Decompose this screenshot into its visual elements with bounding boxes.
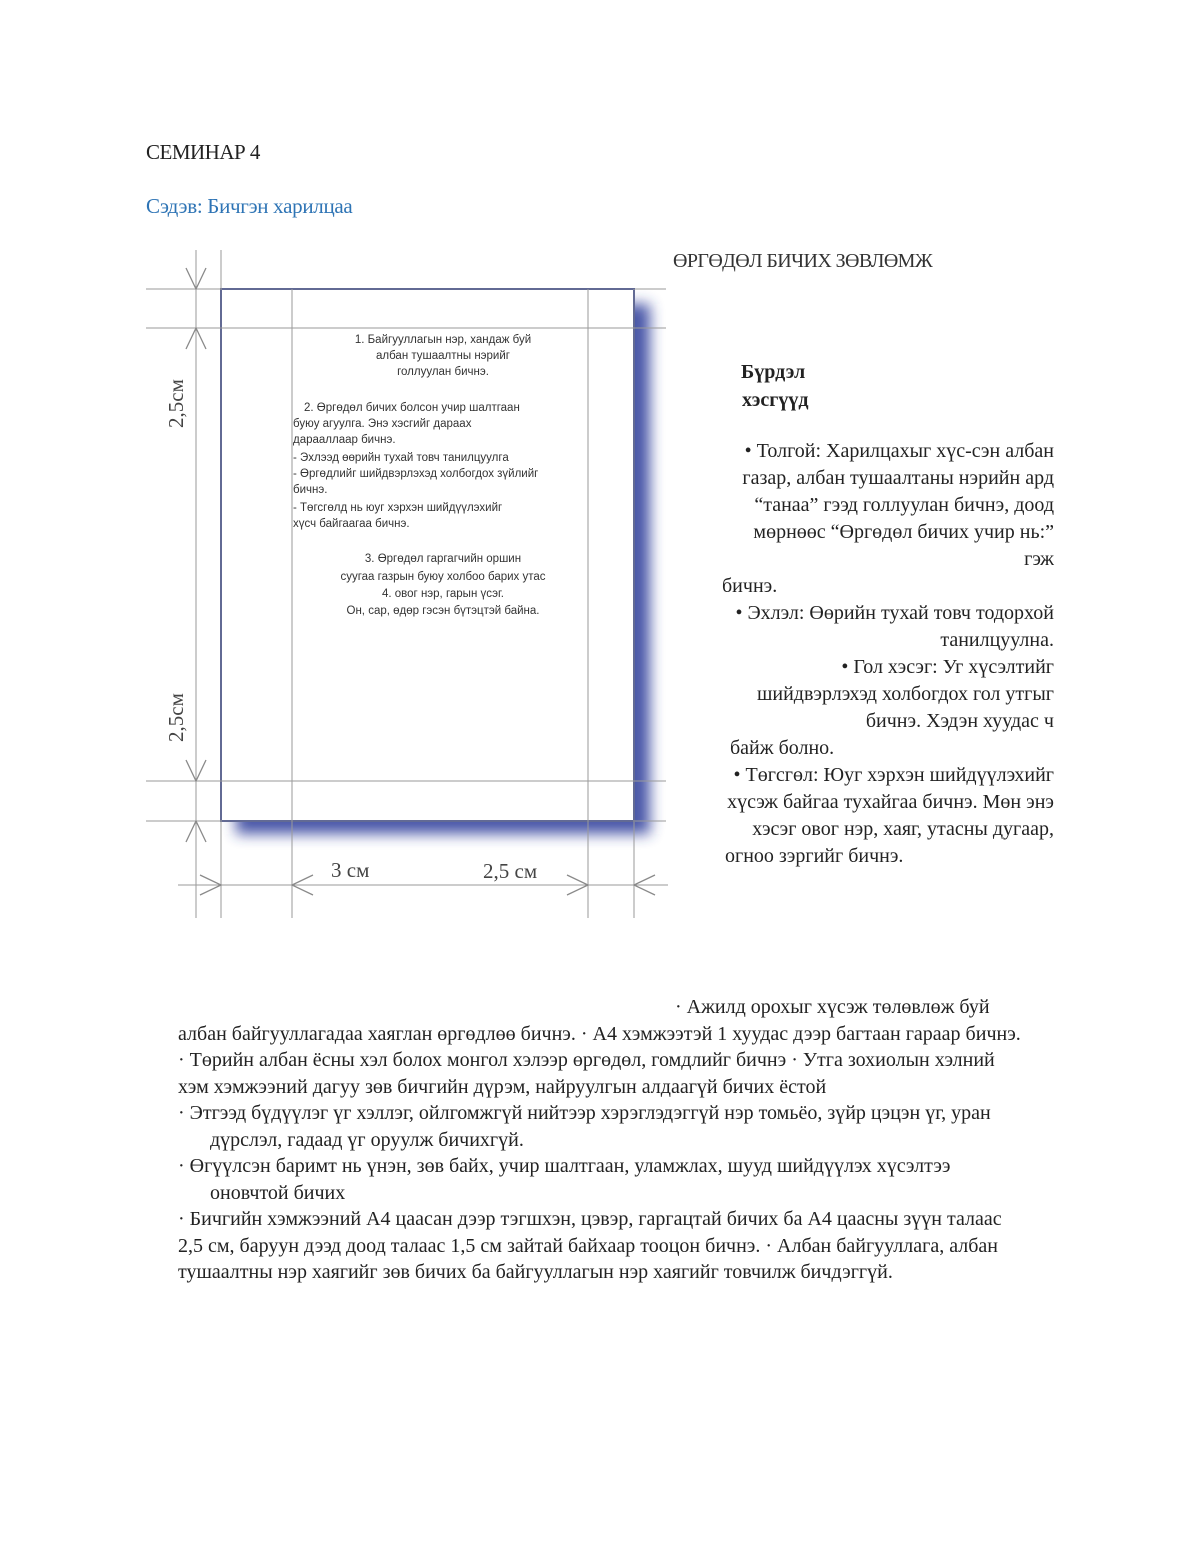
page-text-line: 2. Өргөдөл бичих болсон учир шалтгаан bbox=[304, 402, 520, 414]
page-text-line: 3. Өргөдөл гаргагчийн оршин bbox=[364, 553, 522, 565]
part-body-text: • Гол хэсэг: Уг хүсэлтийг шийдвэрлэхэд холбогдох гол утгыг бичнэ. Хэдэн хуудас ч bbox=[756, 656, 1054, 732]
page-text-line: - Өргөдлийг шийдвэрлэхэд холбогдох зүйлийг bbox=[293, 468, 539, 480]
right-margin-label: 2,5 см bbox=[483, 859, 538, 883]
page-text-line: суугаа газрын буюу холбоо барих утас bbox=[340, 571, 546, 583]
top-margin-label: 2,5см bbox=[164, 379, 188, 428]
part-end-text: • Төгсгөл: Юуг хэрхэн шийдүүлэхийг хүсэж байгаа тухайгаа бичнэ. Мөн энэ хэсэг овог нэр, хаяг, утасны дугаар, bbox=[727, 764, 1054, 840]
part-end-text-end: огноо зэргийг бичнэ. bbox=[725, 845, 904, 867]
parts-heading bbox=[741, 358, 808, 414]
guideline-paragraph: · Этгээд бүдүүлэг үг хэллэг, ойлгомжгүй нийтээр хэрэглэдэггүй нэр томьёо, зүйр цэцэн үг, уран дүрслэл, гадаад үг оруулж бичихгүй. bbox=[178, 1102, 991, 1151]
page-text-line: албан тушаалтны нэрийг bbox=[376, 350, 510, 362]
part-head-text-end: бичнэ. bbox=[722, 575, 778, 597]
left-margin-label: 3 см bbox=[331, 858, 370, 882]
advice-title: ӨРГӨДӨЛ БИЧИХ ЗӨВЛӨМЖ bbox=[673, 250, 933, 272]
page-text-line: голлуулан бичнэ. bbox=[397, 366, 489, 378]
bottom-margin-label: 2,5см bbox=[164, 693, 188, 742]
page-text-line: - Эхлээд өөрийн тухай товч танилцуулга bbox=[293, 452, 509, 464]
guidelines-section bbox=[178, 994, 1028, 1286]
topic-heading: Сэдэв: Бичгэн харилцаа bbox=[146, 194, 353, 218]
part-intro-text: • Эхлэл: Өөрийн тухай товч тодорхой танилцуулна. bbox=[735, 602, 1054, 651]
part-body-text-end: байж болно. bbox=[730, 737, 835, 759]
page-text-line: хүсч байгаагаа бичнэ. bbox=[293, 518, 410, 530]
page-text-line: 4. овог нэр, гарын үсэг. bbox=[382, 588, 504, 600]
page-text-line: дарааллаар бичнэ. bbox=[293, 434, 396, 446]
seminar-title: СЕМИНАР 4 bbox=[146, 140, 260, 164]
part-head-text: • Толгой: Харилцахыг хүс-сэн албан газар, албан тушаалтаны нэрийн ард “танаа” гээд голлуулан бичнэ, доод мөрнөөс “Өргөдөл бичих учир нь:” гэж bbox=[742, 440, 1054, 570]
parts-list bbox=[722, 438, 1054, 870]
parts-heading-line1: Бүрдэл bbox=[741, 361, 806, 383]
page-text-line: - Төгсгөлд нь юуг хэрхэн шийдүүлэхийг bbox=[293, 502, 503, 514]
parts-heading-line2: хэсгүүд bbox=[742, 389, 809, 411]
page-text-line: Он, сар, өдөр гэсэн бүтэцтэй байна. bbox=[346, 605, 540, 617]
guideline-paragraph: · Ажилд орохыг хүсэж төлөвлөж буй албан байгууллагадаа хаяглан өргөдлөө бичнэ. · А4 хэмжээтэй 1 хуудас дээр багтаан гараар бичнэ. bbox=[178, 996, 1021, 1045]
page-text-line: бичнэ. bbox=[293, 484, 328, 496]
page-text-line: 1. Байгууллагын нэр, хандаж буй bbox=[354, 334, 532, 346]
guideline-paragraph: · Бичгийн хэмжээний А4 цаасан дээр тэгшхэн, цэвэр, гаргацтай бичих ба А4 цаасны зүүн талаас 2,5 см, баруун дээд доод талаас 1,5 см зайтай байхаар тооцон бичнэ. · Албан байгууллага, албан тушаалтны нэр хаягийг зөв бичих ба байгууллагын нэр хаягийг товчилж бичдэггүй. bbox=[178, 1208, 1002, 1283]
guideline-paragraph: · Төрийн албан ёсны хэл болох монгол хэлээр өргөдөл, гомдлийг бичнэ · Утга зохиолын хэлний хэм хэмжээний дагуу зөв бичгийн дүрэм, найруулгын алдаагүй бичих ёстой bbox=[178, 1049, 995, 1098]
page-text-line: буюу агуулга. Энэ хэсгийг дараах bbox=[293, 418, 472, 430]
guideline-paragraph: · Өгүүлсэн баримт нь үнэн, зөв байх, учир шалтгаан, уламжлах, шууд шийдүүлэх хүсэлтээ оновчтой бичих bbox=[178, 1155, 951, 1204]
page-margin-diagram bbox=[0, 0, 700, 930]
